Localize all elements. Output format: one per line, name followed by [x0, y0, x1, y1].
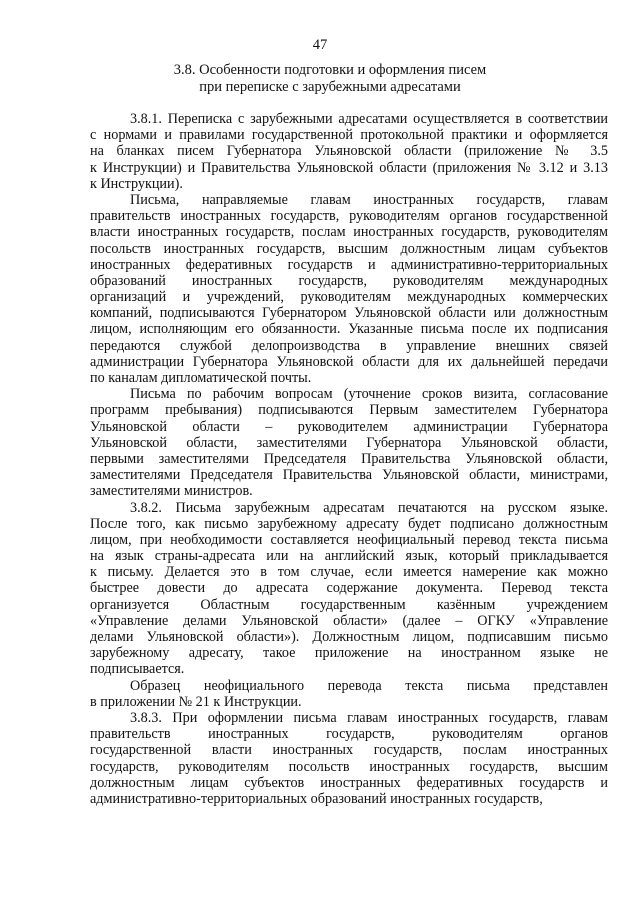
- paragraph-line: подписывается.: [90, 661, 185, 678]
- paragraph: [90, 678, 608, 710]
- paragraph-line: Письма по рабочим вопросам (уточнение сроков визита, согласование: [130, 386, 608, 403]
- paragraph-line: заместителями министров.: [90, 483, 253, 500]
- paragraph-line: образований иностранных государств, руководителям международных: [90, 272, 608, 289]
- section-heading-line-1: 3.8. Особенности подготовки и оформления писем: [173, 62, 487, 78]
- paragraph-line: посольств иностранных государств, высшим должностным лицам субъектов: [90, 240, 608, 257]
- paragraph-line: зарубежному адресату, такое приложение на иностранном языке не: [90, 645, 608, 662]
- paragraph: [90, 111, 608, 192]
- paragraph-line: Ульяновской области, заместителями Губернатора Ульяновской области,: [90, 434, 608, 451]
- document-body: [90, 111, 608, 807]
- paragraph-line: государств, руководителям посольств иностранных государств, высшим: [90, 758, 608, 775]
- paragraph-line: 3.8.2. Письма зарубежным адресатам печатаются на русском языке.: [130, 499, 608, 516]
- paragraph-line: 3.8.1. Переписка с зарубежными адресатами осуществляется в соответствии: [130, 111, 608, 127]
- paragraph: [90, 192, 608, 386]
- paragraph-line: 3.8.3. При оформлении письма главам иностранных государств, главам: [130, 709, 608, 726]
- paragraph-line: администрации Губернатора Ульяновской области для их дальнейшей передачи: [90, 353, 608, 370]
- paragraph-line: лицом, при необходимости составляется неофициальный перевод текста письма: [90, 531, 608, 548]
- paragraph: [90, 500, 608, 678]
- paragraph-line: должностным лицам субъектов иностранных федеративных государств и: [90, 774, 608, 791]
- paragraph-line: власти иностранных государств, послам иностранных государств, руководителям: [90, 224, 608, 241]
- paragraph-line: государственной власти иностранных государств, послам иностранных: [90, 742, 608, 759]
- paragraph-line: организуется Областным государственным казённым учреждением: [90, 596, 608, 613]
- paragraph-line: После того, как письмо зарубежному адресату будет подписано должностным: [90, 515, 608, 532]
- paragraph: [90, 710, 608, 807]
- paragraph-line: к Инструкции).: [90, 175, 183, 192]
- paragraph-line: Письма, направляемые главам иностранных государств, главам: [130, 191, 608, 208]
- paragraph-line: компаний, подписываются Губернатором Ульяновской области или должностным: [90, 305, 608, 322]
- paragraph-line: правительств иностранных государств, руководителям органов государственной: [90, 208, 608, 225]
- paragraph-line: передаются службой делопроизводства в управление внешних связей: [90, 337, 608, 354]
- paragraph-line: по каналам дипломатической почты.: [90, 370, 312, 386]
- paragraph-line: первыми заместителями Председателя Правительства Ульяновской области,: [90, 450, 608, 467]
- paragraph-line: лицом, исполняющим его обязанности. Указанные письма после их подписания: [90, 321, 608, 338]
- section-heading: [130, 62, 530, 96]
- paragraph-line: к письму. Делается это в том случае, если имеется намерение как можно: [90, 564, 608, 581]
- paragraph-line: правительств иностранных государств, руководителям органов: [90, 726, 608, 743]
- paragraph-line: с нормами и правилами государственной протокольной практики и оформляется: [90, 127, 608, 144]
- paragraph-line: организаций и учреждений, руководителям международных коммерческих: [90, 289, 608, 306]
- paragraph-line: делами Ульяновской области»). Должностным лицом, подписавшим письмо: [90, 629, 608, 645]
- page-number: 47: [312, 37, 328, 53]
- paragraph-line: «Управление делами Ульяновской области» (далее – ОГКУ «Управление: [90, 612, 608, 629]
- paragraph-line: Образец неофициального перевода текста письма представлен: [130, 677, 608, 694]
- paragraph: [90, 386, 608, 499]
- paragraph-line: иностранных федеративных государств и административно-территориальных: [90, 256, 608, 273]
- paragraph-line: на язык страны-адресата или на английский язык, который прикладывается: [90, 548, 608, 565]
- paragraph-line: программ пребывания) подписываются Первым заместителем Губернатора: [90, 402, 608, 419]
- paragraph-line: к Инструкции) и Правительства Ульяновской области (приложения № 3.12 и 3.13: [90, 159, 608, 176]
- paragraph-line: заместителями Председателя Правительства Ульяновской области, министрами,: [90, 467, 608, 484]
- paragraph-line: быстрее довести до адресата содержание документа. Перевод текста: [90, 580, 608, 597]
- paragraph-line: административно-территориальных образований иностранных государств,: [90, 790, 543, 807]
- paragraph-line: на бланках писем Губернатора Ульяновской области (приложение № 3.5: [90, 143, 608, 160]
- paragraph-line: в приложении № 21 к Инструкции.: [90, 693, 302, 710]
- section-heading-line-2: при переписке с зарубежными адресатами: [199, 79, 461, 95]
- paragraph-line: Ульяновской области – руководителем администрации Губернатора: [90, 418, 608, 435]
